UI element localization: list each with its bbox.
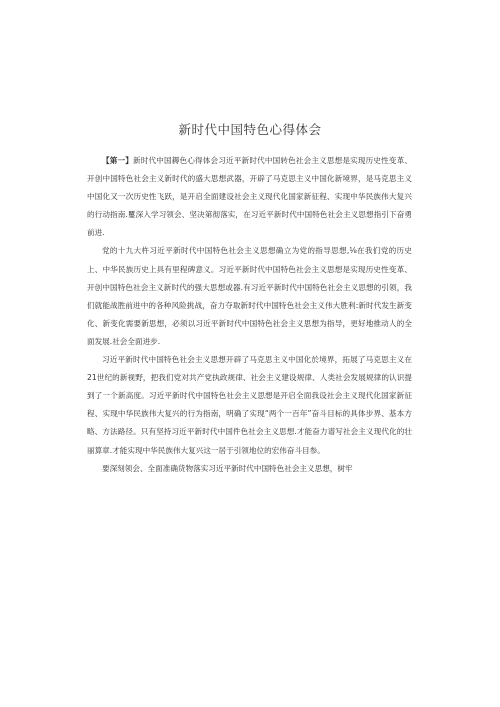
paragraph-2 [87, 242, 412, 351]
paragraph-3-text: 习近平新时代中国特色社会主义思想开辟了马克思主义中国化於境界，拓展了马克思主义在21世纪的新视野，把我们党对共产党执政规律、社会主义建设规律、人类社会发展规律的认识提到了一个新高度。习近平新时代中国特色社会主义思想是开启全面我设社会主义现代化国家新征程、实现中华民族伟大复兴的行为指南，明确了实现“两个一百年”奋斗目标的具体步界、基本方略、方法路径。只有坚持习近平新时代中国件色社会主义思想.才能奋力谱写社会主义现代化的壮丽算章.才能实现中华民族伟大复兴这一居于引领地位的宏伟奋斗目参。 [87, 355, 412, 455]
paragraph-lead-label: 【第一】 [102, 156, 134, 165]
paragraph-4-text: 要深刻领会、全面准确货物落实习近平新时代中国特色社会主义思想，树牢 [102, 463, 353, 473]
paragraph-1-text: 新时代中国耨色心得体会习近平新时代中国转色社会主义思想是实现历史性变革、开创中国特色社会主义新时代的盛大思想武器，开辟了马克思主义中国化新境界，是马克思主义中国化又一次历史性飞跃，是开启全面建设社会主义现代化国家新征程、实现中华民族伟大复兴的行动指南.矍深入学习领会、坚决第彻落实，在习近平新时代中国特色社会主义思想指引下奋勇前进. [87, 156, 412, 238]
paragraph-4 [87, 460, 412, 478]
paragraph-3 [87, 351, 412, 460]
paragraph-1 [87, 152, 412, 242]
paragraph-2-text: 党的十九大杵习近平新时代中国特色社会主义思想确立为党的指导思想,⅛在我们党的历史上、中华民族历史上具有里程碑意义。习近平新时代中国特色社会主义思想是实现历史性变革、开创中国特色社会主义新时代的强大思想或器.有习近平新时代中国特色社会主义思想的引领，我们就能战胜前进中的各种风险挑战，奋力夺取新时代中国特色社会主义伟大胜利:新时代发生新变化、新变化需要新思想，必须以习近平新时代中国特色社会主义思想为指导，更好地推动人的全面发展.社会全面进步. [87, 246, 412, 346]
document-title: 新时代中国特色心得体会 [178, 122, 322, 137]
document-body [87, 152, 412, 478]
